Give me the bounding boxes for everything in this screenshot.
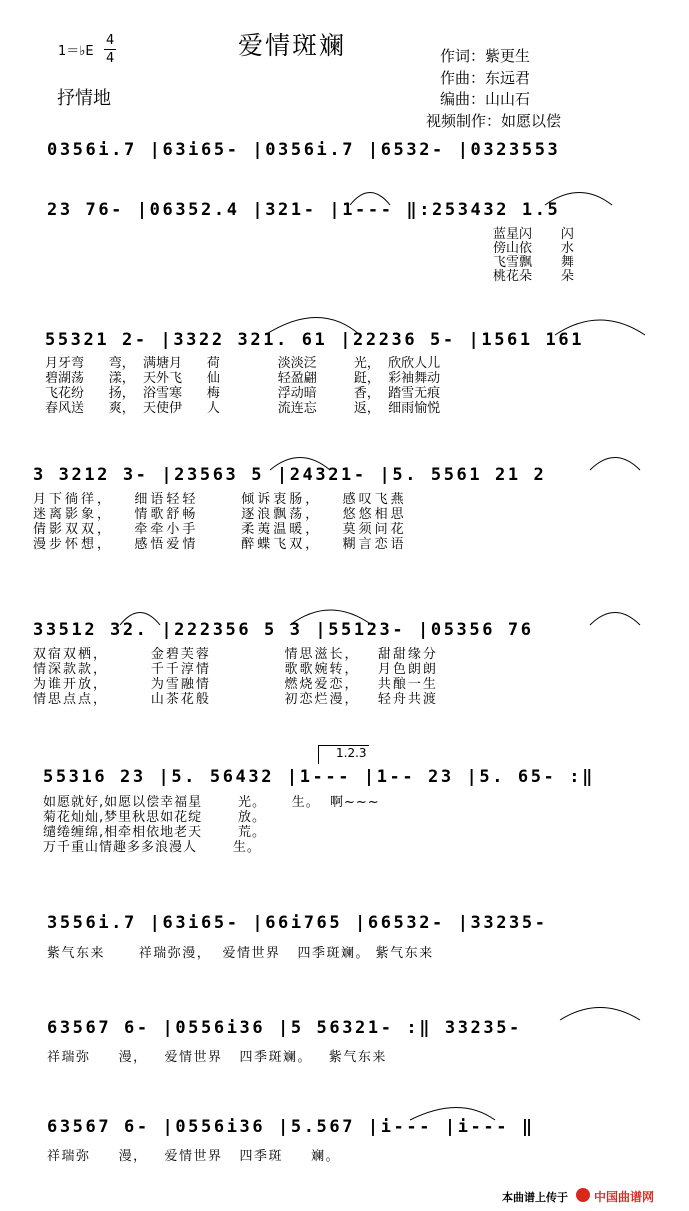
notation-row-4: 3 3212 3- |23563 5 |24321- |5. 5561 21 2 — [33, 465, 547, 485]
lyrics-row-3-verse-4: 春风送 爽， 天使伊 人 流连忘 返， 细雨愉悦 — [45, 401, 441, 416]
lyrics-row-3-verse-3: 飞花纷 扬， 浴雪寒 梅 浮动暗 香， 踏雪无痕 — [45, 386, 441, 401]
notation-row-1: 0356i.7 |63i65- |0356i.7 |6532- |0323553 — [47, 140, 561, 160]
key-signature: 1＝♭E — [58, 44, 94, 59]
lyrics-row-6-verse-3: 缱绻缠绵,相牵相依地老天 荒。 — [43, 825, 267, 840]
lyrics-row-3-verse-2: 碧湖荡 漾， 天外飞 仙 轻盈翩 跹， 彩袖舞动 — [45, 371, 441, 386]
lyrics-row-8: 祥瑞弥 漫， 爱情世界 四季斑斓。 紫气东来 — [47, 1050, 387, 1065]
lyrics-row-5-verse-3: 为谁开放， 为雪融情 燃烧爱恋， 共酿一生 — [33, 677, 438, 692]
upload-label: 本曲谱上传于 — [502, 1191, 568, 1204]
song-title: 爱情斑斓 — [238, 31, 347, 60]
notation-row-2: 23 76- |06352.4 |321- |1--- ‖:253432 1.5 — [47, 200, 561, 220]
lyrics-row-2-verse-4: 桃花朵 朵 — [493, 269, 574, 284]
notation-row-3: 55321 2- |3322 321. 61 |22236 5- |1561 161 — [45, 330, 585, 350]
video-credit: 视频制作：如愿以偿 — [426, 112, 562, 130]
notation-row-6: 55316 23 |5. 56432 |1--- |1-- 23 |5. 65- :‖ — [43, 767, 595, 787]
notation-row-5: 33512 32. |222356 5 3 |55123- |05356 76 — [33, 620, 534, 640]
volta-label: 1.2.3 — [336, 746, 367, 760]
style-marking: 抒情地 — [57, 88, 111, 109]
lyrics-row-2-verse-3: 飞雪飘 舞 — [493, 255, 574, 270]
lyrics-row-9: 祥瑞弥 漫， 爱情世界 四季斑 斓。 — [47, 1149, 341, 1164]
lyrics-row-4-verse-1: 月下徜徉， 细语轻轻 倾诉衷肠， 感叹飞燕 — [33, 492, 407, 507]
lyrics-row-5-verse-4: 情思点点， 山茶花般 初恋烂漫， 轻舟共渡 — [33, 692, 438, 707]
lyrics-row-5-verse-2: 情深款款， 千千淳情 歌歌婉转， 月色朗朗 — [33, 662, 438, 677]
lyrics-row-6-verse-1: 如愿就好,如愿以偿幸福星 光。 生。 啊~~~ — [43, 795, 380, 810]
lyrics-row-2-verse-1: 蓝星闪 闪 — [493, 227, 574, 242]
lyrics-row-5-verse-1: 双宿双栖， 金碧芙蓉 情思滋长， 甜甜缘分 — [33, 647, 438, 662]
lyrics-row-2-verse-2: 傍山依 水 — [493, 241, 574, 256]
lyrics-row-6-verse-4: 万千重山情趣多多浪漫人 生。 — [43, 840, 261, 855]
time-signature-bottom: 4 — [106, 51, 115, 66]
lyrics-row-6-verse-2: 菊花灿灿,梦里秋思如花绽 放。 — [43, 810, 267, 825]
lyricist: 作词：紫更生 — [440, 47, 531, 65]
lyrics-row-4-verse-3: 倩影双双， 牵牵小手 柔荑温暖， 莫须问花 — [33, 522, 407, 537]
notation-row-7: 3556i.7 |63i65- |66i765 |66532- |33235- — [47, 913, 548, 933]
time-signature-top: 4 — [106, 33, 115, 48]
lyrics-row-3-verse-1: 月牙弯 弯， 满塘月 荷 淡淡泛 光， 欣欣人儿 — [45, 356, 441, 371]
notation-row-8: 63567 6- |0556i36 |5 56321- :‖ 33235- — [47, 1018, 522, 1038]
site-logo-text[interactable]: 中国曲谱网 — [594, 1190, 655, 1204]
arranger: 编曲：山山石 — [440, 90, 531, 108]
site-logo-icon[interactable] — [576, 1188, 590, 1202]
lyrics-row-4-verse-2: 迷离影象， 情歌舒畅 逐浪飘荡， 悠悠相思 — [33, 507, 407, 522]
composer: 作曲：东远君 — [440, 69, 531, 87]
lyrics-row-7: 紫气东来 祥瑞弥漫， 爱情世界 四季斑斓。 紫气东来 — [47, 946, 434, 961]
notation-row-9: 63567 6- |0556i36 |5.567 |i--- |i--- ‖ — [47, 1117, 535, 1137]
lyrics-row-4-verse-4: 漫步怀想， 感悟爱情 醉蝶飞双， 糊言恋语 — [33, 537, 407, 552]
